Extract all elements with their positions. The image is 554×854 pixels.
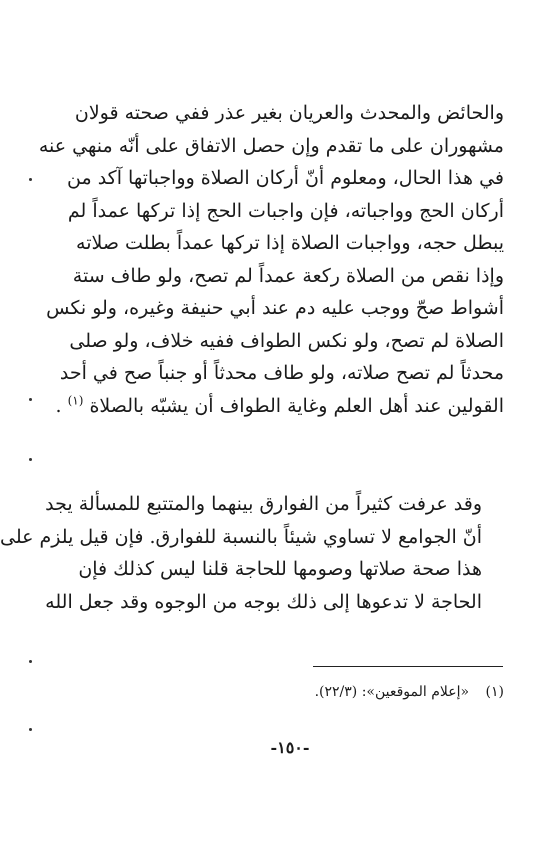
text-line: أنّ الجوامع لا تساوي شيئاً بالنسبة للفوارق. فإن قيل يلزم على [0,525,482,548]
footnote-text: «إعلام الموقعين»: (٢٢/٣). [314,684,470,700]
text-line: محدثاً لم تصح صلاته، ولو طاف محدثاً أو جنباً صح في أحد [59,362,504,384]
sentence-end: . [55,394,62,417]
footnote-reference[interactable]: (١) [67,393,84,408]
margin-mark [29,660,32,663]
text-line: أشواط صحّ ووجب عليه دم عند أبي حنيفة وغيره، ولو نكس [46,297,504,319]
text-line: يبطل حجه، وواجبات الصلاة إذا تركها عمداً بطلت صلاته [76,232,504,254]
text-line-last [55,390,504,423]
text-line: وإذا نقص من الصلاة ركعة عمداً لم تصح، ولو طاف ستة [72,264,504,287]
text-line: هذا صحة صلاتها وصومها للحاجة قلنا ليس كذلك فإن [78,558,482,580]
text-line: مشهوران على ما تقدم وإن حصل الاتفاق على أنّه منهي عنه [38,134,504,157]
text-line: في هذا الحال، ومعلوم أنّ أركان الصلاة وواجباتها آكد من [67,167,504,189]
footnote [81,684,504,700]
text-line: أركان الحج وواجباته، فإن واجبات الحج إذا تركها عمداً لم [67,199,504,222]
text-line: الصلاة لم تصح، ولو نكس الطواف ففيه خلاف، ولو صلى [69,329,504,352]
text-line-content: القولين عند أهل العلم وغاية الطواف أن يشبّه بالصلاة [89,394,504,417]
footnote-number: (١) [485,684,504,700]
text-line: والحائض والمحدث والعريان بغير عذر ففي صحته قولان [74,102,504,124]
margin-mark [29,458,32,461]
margin-mark [29,178,32,181]
text-line: الحاجة لا تدعوها إلى ذلك بوجه من الوجوه وقد جعل الله [45,590,482,613]
paragraph-1 [38,97,504,422]
footnote-divider [313,666,503,667]
page-number: -١٥٠- [270,738,310,757]
text-line: وقد عرفت كثيراً من الفوارق بينهما والمتتبع للمسألة يجد [45,493,482,515]
paragraph-2 [0,488,504,618]
margin-mark [29,398,32,401]
margin-mark [29,728,32,731]
